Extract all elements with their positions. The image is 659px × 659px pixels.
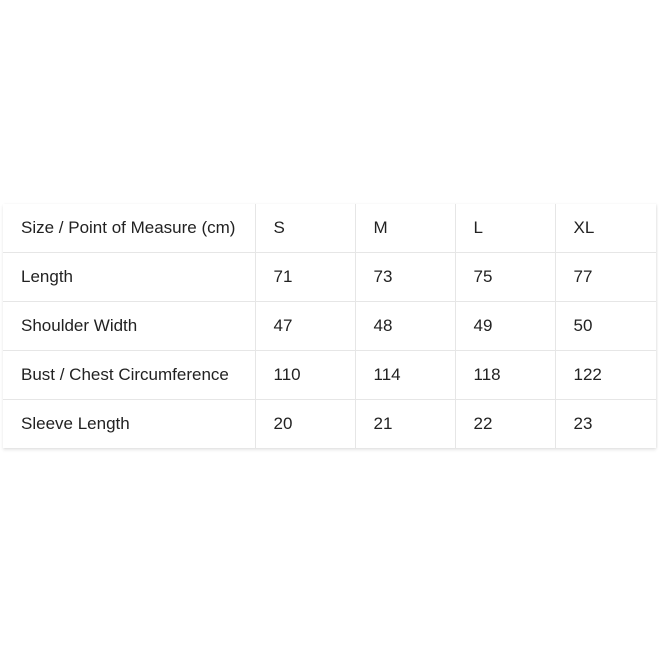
- cell-value: 110: [255, 351, 355, 400]
- cell-value: 75: [455, 253, 555, 302]
- cell-value: 73: [355, 253, 455, 302]
- cell-value: 47: [255, 302, 355, 351]
- header-label: Size / Point of Measure (cm): [3, 204, 255, 253]
- cell-value: 77: [555, 253, 656, 302]
- header-row: [3, 204, 656, 253]
- cell-value: 21: [355, 400, 455, 449]
- cell-value: 49: [455, 302, 555, 351]
- header-size-s: S: [255, 204, 355, 253]
- table-row: [3, 400, 656, 449]
- cell-value: 122: [555, 351, 656, 400]
- cell-value: 71: [255, 253, 355, 302]
- table-row: [3, 302, 656, 351]
- header-size-l: L: [455, 204, 555, 253]
- cell-value: 22: [455, 400, 555, 449]
- size-chart-grid: [3, 204, 656, 448]
- cell-value: 50: [555, 302, 656, 351]
- table-row: [3, 351, 656, 400]
- size-chart-table: [3, 204, 656, 448]
- cell-value: 48: [355, 302, 455, 351]
- table-row: [3, 253, 656, 302]
- cell-value: 20: [255, 400, 355, 449]
- cell-value: 114: [355, 351, 455, 400]
- header-size-xl: XL: [555, 204, 656, 253]
- row-label: Bust / Chest Circumference: [3, 351, 255, 400]
- row-label: Sleeve Length: [3, 400, 255, 449]
- cell-value: 118: [455, 351, 555, 400]
- row-label: Shoulder Width: [3, 302, 255, 351]
- header-size-m: M: [355, 204, 455, 253]
- row-label: Length: [3, 253, 255, 302]
- cell-value: 23: [573, 414, 593, 433]
